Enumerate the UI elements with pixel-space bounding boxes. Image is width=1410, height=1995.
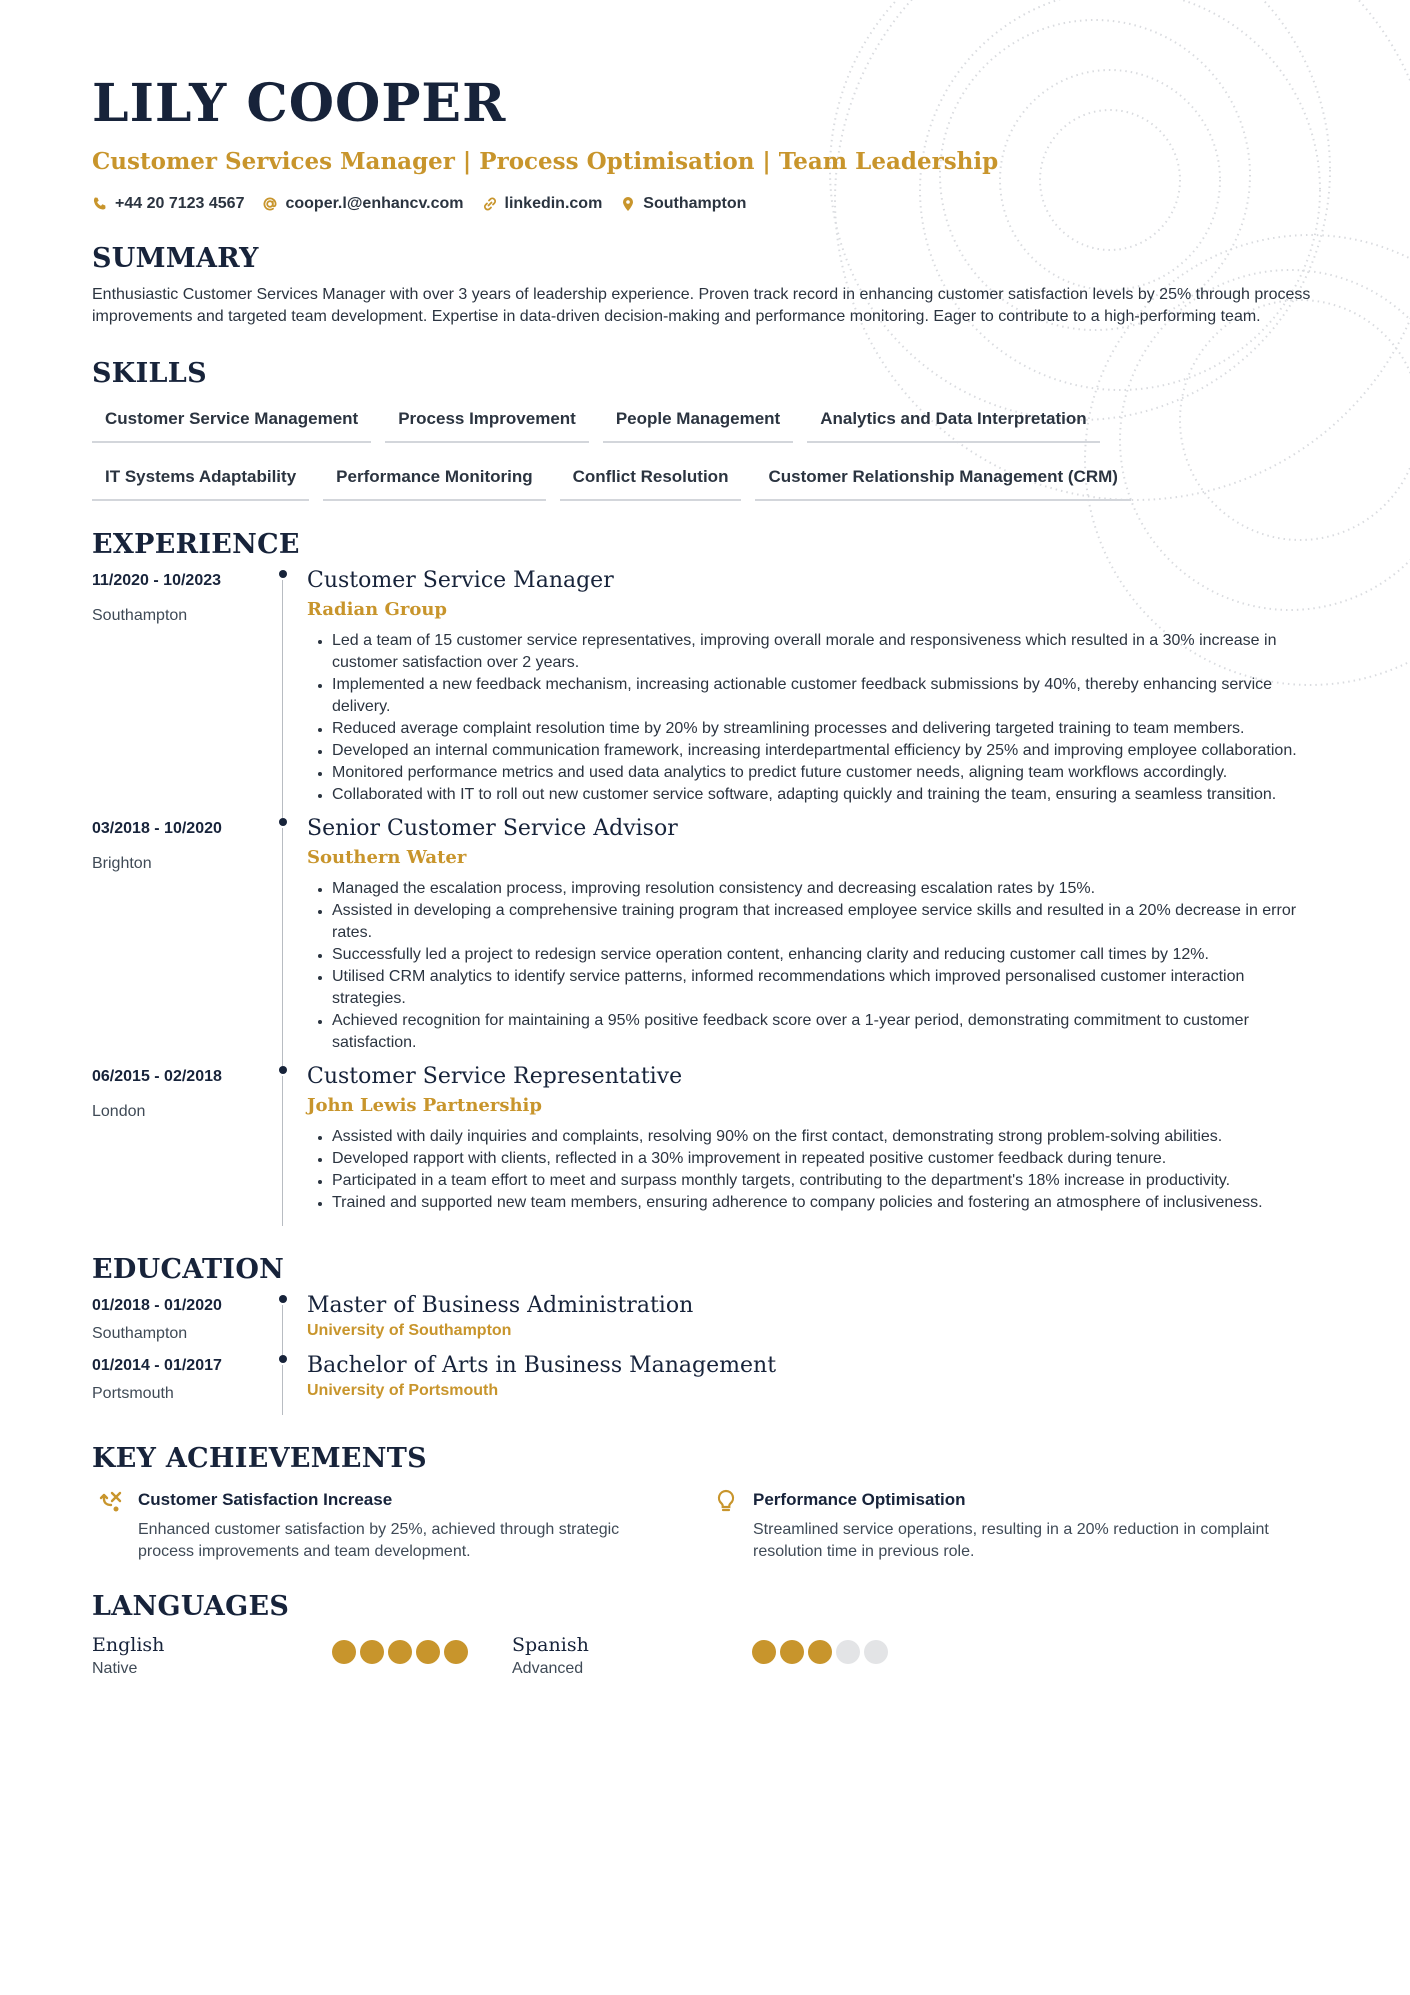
achievement-item [92,1488,707,1563]
entry-company: Southern Water [307,847,467,868]
bullet-item: • Managed the escalation process, improving resolution consistency and decreasing escalation rates by 15%. [332,878,1322,900]
timeline-dot [279,570,287,578]
timeline-dot [279,1295,287,1303]
contact-linkedin-text: linkedin.com [504,195,603,212]
resume-page [92,70,1322,1678]
bullet-item: • Led a team of 15 customer service representatives, improving overall morale and responsiveness which resulted in a 30% increase in customer satisfaction over 2 years. [332,630,1322,674]
rating-dot-filled [444,1640,468,1664]
entry-date: 11/2020 - 10/2023 [92,572,222,589]
bullet-item: • Utilised CRM analytics to identify service patterns, informed recommendations which improved personalised customer interaction strategies. [332,966,1322,1010]
candidate-name: LILY COOPER [92,73,507,134]
entry-date: 03/2018 - 10/2020 [92,820,222,837]
contact-phone[interactable] [92,195,244,213]
languages-section [92,1591,1322,1678]
bullet-item: • Developed an internal communication framework, increasing interdepartmental efficiency by 25% and improving employee collaboration. [332,740,1322,762]
phone-icon [92,196,108,212]
experience-entry [92,568,1322,816]
skills-title: SKILLS [92,358,207,389]
entry-role: Senior Customer Service Advisor [307,816,678,841]
summary-text: Enthusiastic Customer Services Manager with over 3 years of leadership experience. Proven track record in enhancing customer satisfaction levels by 25% through process improvements and targeted team development. Expertise in data-driven decision-making and performance monitoring. Eager to contribute to a high-performing team. [92,286,1311,325]
entry-bullets [307,878,1322,1054]
bullet-item: • Monitored performance metrics and used data analytics to predict future customer needs, aligning team workflows accordingly. [332,762,1322,784]
contact-location-text: Southampton [643,195,747,212]
rating-dot-filled [416,1640,440,1664]
timeline-dot [279,1066,287,1074]
languages-title: LANGUAGES [92,1591,290,1622]
entry-degree: Master of Business Administration [307,1293,694,1318]
entry-location: London [92,1103,146,1120]
skill-tag: Process Improvement [385,401,589,443]
rating-dot-empty [864,1640,888,1664]
education-section [92,1254,1322,1413]
achievements-title: KEY ACHIEVEMENTS [92,1443,427,1474]
skill-tag: Conflict Resolution [560,459,742,501]
entry-location: Brighton [92,855,152,872]
skills-section [92,358,1322,501]
entry-degree: Bachelor of Arts in Business Management [307,1353,777,1378]
entry-role: Customer Service Representative [307,1064,683,1089]
at-sign-icon [262,196,278,212]
education-entry [92,1353,1322,1413]
entry-bullets [307,1126,1322,1214]
education-timeline [92,1293,1322,1413]
rating-dot-filled [808,1640,832,1664]
entry-school: University of Southampton [307,1322,512,1339]
contact-phone-text: +44 20 7123 4567 [115,195,245,212]
contact-email[interactable] [262,195,463,213]
contact-linkedin[interactable] [482,195,603,213]
timeline-rail [282,1066,284,1226]
bullet-item: • Participated in a team effort to meet and surpass monthly targets, contributing to the department's 18% increase in productivity. [332,1170,1322,1192]
lightbulb-icon [713,1488,739,1514]
entry-school: University of Portsmouth [307,1382,499,1399]
entry-date: 01/2018 - 01/2020 [92,1297,222,1314]
entry-date: 06/2015 - 02/2018 [92,1068,222,1085]
bullet-item: • Assisted in developing a comprehensive training program that increased employee service skills and resulted in a 20% decrease in error rates. [332,900,1322,944]
rating-dot-filled [388,1640,412,1664]
achievement-desc: Streamlined service operations, resulting in a 20% reduction in complaint resolution time in previous role. [753,1521,1269,1560]
rating-dot-filled [360,1640,384,1664]
bullet-item: • Assisted with daily inquiries and complaints, resolving 90% on the first contact, demonstrating strong problem-solving abilities. [332,1126,1322,1148]
experience-timeline [92,568,1322,1224]
bullet-item: • Successfully led a project to redesign service operation content, enhancing clarity and reducing customer call times by 12%. [332,944,1322,966]
contact-email-text: cooper.l@enhancv.com [285,195,464,212]
experience-title: EXPERIENCE [92,529,300,560]
experience-entry [92,1064,1322,1224]
language-level: Native [92,1660,138,1677]
contact-bar [92,195,1322,213]
contact-location [620,195,746,213]
entry-location: Southampton [92,1325,188,1342]
summary-title: SUMMARY [92,243,259,274]
skill-tag: Customer Service Management [92,401,371,443]
language-level: Advanced [512,1660,584,1677]
education-title: EDUCATION [92,1254,285,1285]
skills-row [92,459,1322,501]
skills-row [92,401,1322,443]
timeline-rail [282,570,284,818]
summary-section [92,243,1322,328]
education-entry [92,1293,1322,1353]
achievement-title: Performance Optimisation [753,1490,966,1509]
language-rating [752,1634,888,1678]
language-name: English [92,1634,165,1656]
bullet-item: • Developed rapport with clients, reflected in a 30% improvement in repeated positive customer feedback during tenure. [332,1148,1322,1170]
entry-company: John Lewis Partnership [307,1095,542,1116]
skill-tag: IT Systems Adaptability [92,459,309,501]
language-item [92,1634,512,1678]
achievements-section [92,1443,1322,1563]
timeline-dot [279,1355,287,1363]
rating-dot-filled [332,1640,356,1664]
timeline-rail [282,1355,284,1415]
link-icon [482,196,498,212]
timeline-dot [279,818,287,826]
map-pin-icon [620,196,636,212]
entry-location: Portsmouth [92,1385,174,1402]
bullet-item: • Collaborated with IT to roll out new customer service software, adapting quickly and training the team, ensuring a seamless transition. [332,784,1322,806]
entry-role: Customer Service Manager [307,568,614,593]
skill-tag: Customer Relationship Management (CRM) [755,459,1130,501]
language-rating [332,1634,468,1678]
experience-section [92,529,1322,1224]
language-name: Spanish [512,1634,589,1656]
bullet-item: • Implemented a new feedback mechanism, increasing actionable customer feedback submissions by 40%, thereby enhancing service delivery. [332,674,1322,718]
bullet-item: • Reduced average complaint resolution time by 20% by streamlining processes and delivering targeted training to team members. [332,718,1322,740]
entry-bullets [307,630,1322,806]
achievement-item [707,1488,1322,1563]
rating-dot-empty [836,1640,860,1664]
entry-company: Radian Group [307,599,448,620]
bullet-item: • Achieved recognition for maintaining a 95% positive feedback score over a 1-year period, demonstrating commitment to customer satisfaction. [332,1010,1322,1054]
timeline-rail [282,818,284,1066]
entry-location: Southampton [92,607,188,624]
entry-date: 01/2014 - 01/2017 [92,1357,222,1374]
skill-tag: Analytics and Data Interpretation [807,401,1099,443]
language-item [512,1634,932,1678]
route-icon [98,1488,124,1514]
skill-tag: People Management [603,401,793,443]
candidate-headline: Customer Services Manager | Process Optimisation | Team Leadership [92,148,999,175]
resume-header [92,73,1322,213]
achievement-desc: Enhanced customer satisfaction by 25%, achieved through strategic process improvements and team development. [138,1521,620,1560]
timeline-rail [282,1295,284,1355]
skill-tag: Performance Monitoring [323,459,545,501]
rating-dot-filled [752,1640,776,1664]
achievement-title: Customer Satisfaction Increase [138,1490,393,1509]
rating-dot-filled [780,1640,804,1664]
bullet-item: • Trained and supported new team members, ensuring adherence to company policies and fostering an atmosphere of inclusiveness. [332,1192,1322,1214]
experience-entry [92,816,1322,1064]
